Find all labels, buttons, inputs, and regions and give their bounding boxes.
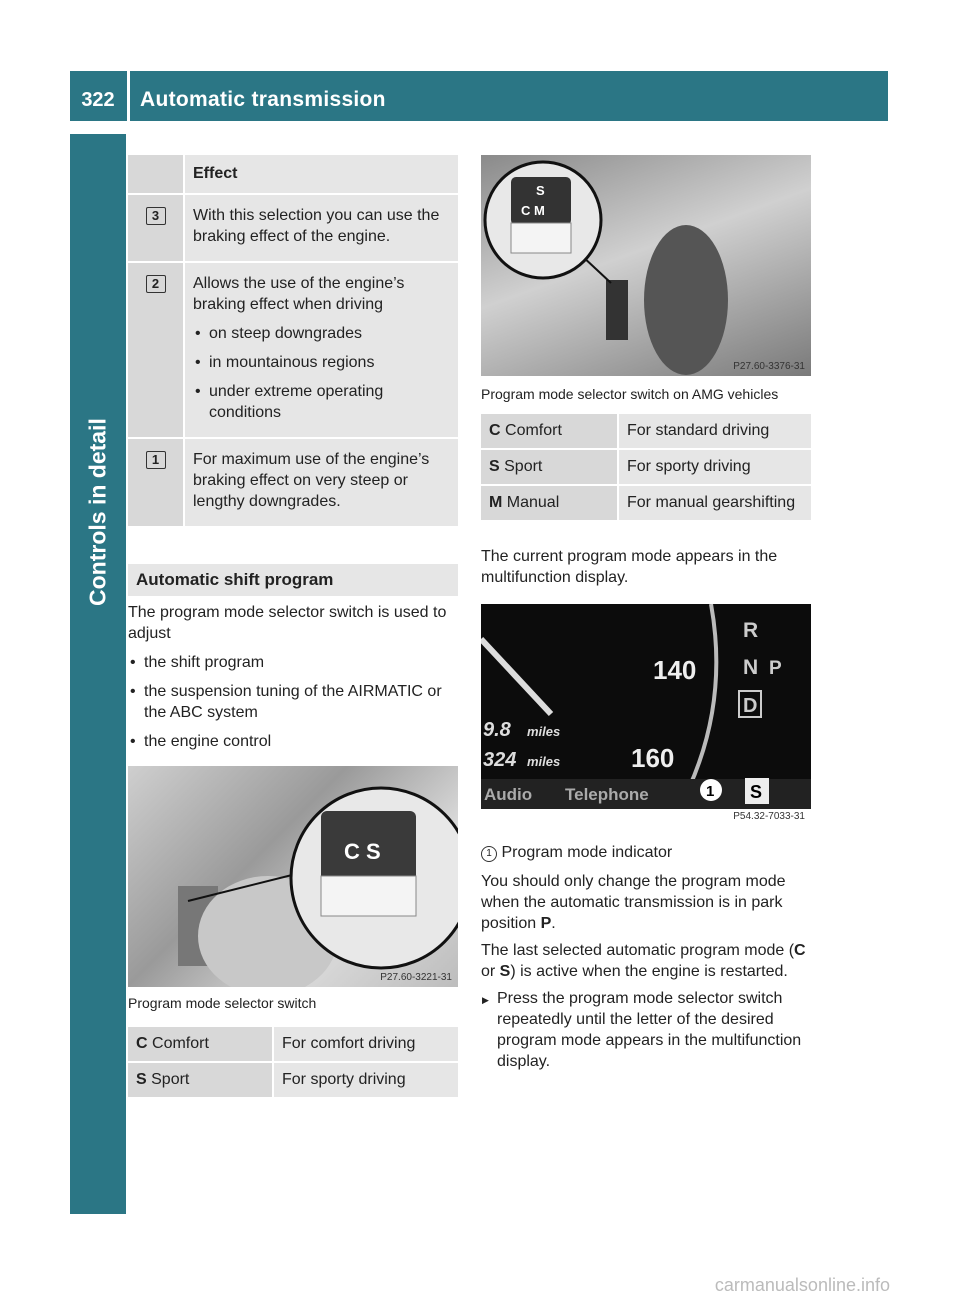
- mode-name: Comfort: [152, 1035, 209, 1052]
- trip-unit-b: miles: [527, 754, 561, 769]
- para-text: or: [481, 963, 500, 980]
- display-intro: The current program mode appears in the multifunction display.: [481, 548, 778, 586]
- photo-ref: P27.60-3376-31: [733, 361, 805, 372]
- mode-desc: For standard driving: [618, 414, 811, 449]
- gear-effect-table: [128, 155, 458, 528]
- gear-key-header: [128, 155, 184, 194]
- mode-desc: For sporty driving: [273, 1062, 458, 1098]
- gear-key-cell: [128, 262, 184, 438]
- effect-text: For maximum use of the engine’s braking effect on very steep or lengthy downgrades.: [193, 451, 430, 510]
- table-row: [481, 485, 811, 521]
- gear-key-cell: [128, 194, 184, 262]
- list-item: • the suspension tuning of the AIRMATIC or the ABC system: [128, 681, 458, 723]
- section-heading: Automatic shift program: [128, 564, 458, 596]
- trip-value-b: 324: [483, 749, 517, 771]
- list-item: • on steep downgrades: [193, 323, 450, 344]
- multifunction-display-photo: [481, 604, 811, 824]
- gear-key-cell: [128, 438, 184, 527]
- switch-bottom-letters: C M: [521, 203, 545, 218]
- mode-letter: S: [489, 458, 500, 475]
- table-row: [128, 262, 458, 438]
- mode-table: [128, 1027, 458, 1099]
- table-row: [128, 1027, 458, 1062]
- table-row: [481, 414, 811, 449]
- photo-ref: P54.32-7033-31: [733, 811, 805, 822]
- mode-letter: C: [136, 1035, 148, 1052]
- photo-caption: Program mode selector switch on AMG vehicles: [481, 386, 779, 402]
- indicator-number: 1: [706, 783, 715, 800]
- para-bold: P: [540, 915, 552, 932]
- asp-intro: The program mode selector switch is used to adjust: [128, 604, 447, 642]
- para-text: You should only change the program mode when the automatic transmission is in park position: [481, 873, 786, 932]
- watermark: carmanualsonline.info: [714, 1275, 890, 1295]
- gear-3-key: 3: [146, 207, 166, 225]
- gear-r: R: [743, 619, 759, 642]
- mode-cell: [481, 414, 618, 449]
- mode-cell: [128, 1027, 273, 1062]
- para-bold: C: [794, 942, 806, 959]
- speed-160: 160: [631, 743, 675, 773]
- effect-bullet-list: [193, 323, 450, 423]
- mode-name: Manual: [506, 494, 560, 511]
- para-restart: [481, 940, 811, 982]
- table-row: [481, 449, 811, 485]
- mode-name: Comfort: [505, 422, 562, 439]
- para-park: [481, 871, 811, 934]
- mode-cell: [128, 1062, 273, 1098]
- mode-desc: For sporty driving: [618, 449, 811, 485]
- list-item: • the shift program: [128, 652, 458, 673]
- gear-n: N: [743, 656, 759, 679]
- table-row: [128, 438, 458, 527]
- instruction-step: ▶ Press the program mode selector switch repeatedly until the letter of the desired program mode appears in the multifunction display.: [481, 988, 811, 1072]
- gear-d: D: [743, 695, 758, 717]
- photo-caption: Program mode selector switch: [128, 995, 317, 1011]
- legend-number: 1: [481, 846, 497, 862]
- effect-cell: [184, 262, 458, 438]
- mode-letter: C: [489, 422, 501, 439]
- para-bold: S: [499, 963, 511, 980]
- list-item: • under extreme operating conditions: [193, 381, 450, 423]
- para-text: .: [551, 915, 556, 932]
- list-item: • the engine control: [128, 731, 458, 752]
- mode-cell: [481, 485, 618, 521]
- legend-text: Program mode indicator: [501, 844, 673, 861]
- amg-selector-photo: [481, 155, 811, 376]
- amg-selector-illustration: [481, 155, 811, 376]
- trip-unit-a: miles: [527, 724, 561, 739]
- effect-text: Allows the use of the engine’s braking effect when driving: [193, 275, 405, 313]
- effect-cell: [184, 438, 458, 527]
- right-column: [481, 155, 811, 1072]
- selector-switch-photo: [128, 766, 458, 987]
- legend: [481, 842, 811, 863]
- mode-letter: S: [136, 1071, 147, 1088]
- gear-p: P: [769, 658, 782, 679]
- trip-value-a: 9.8: [483, 719, 511, 741]
- table-row: [128, 1062, 458, 1098]
- speed-140: 140: [653, 655, 697, 685]
- gear-2-key: 2: [146, 275, 166, 293]
- mode-name: Sport: [504, 458, 543, 475]
- mode-letter: M: [489, 494, 503, 511]
- amg-mode-table: [481, 414, 811, 522]
- selector-switch-illustration: [128, 766, 458, 987]
- gear-1-key: 1: [146, 451, 166, 469]
- page-header: [70, 71, 888, 121]
- mode-desc: For comfort driving: [273, 1027, 458, 1062]
- asp-bullet-list: [128, 652, 458, 752]
- effect-cell: [184, 194, 458, 262]
- mode-cell: [481, 449, 618, 485]
- page-number: 322: [81, 89, 115, 111]
- header-divider: [127, 71, 130, 121]
- multifunction-display-illustration: [481, 604, 811, 824]
- side-tab-label: Controls in detail: [84, 418, 111, 606]
- photo-ref: P27.60-3221-31: [380, 972, 452, 983]
- switch-top-letter: S: [536, 183, 545, 198]
- menu-telephone: Telephone: [565, 785, 649, 804]
- effect-text: With this selection you can use the braking effect of the engine.: [193, 207, 440, 245]
- switch-letters: C S: [344, 839, 381, 864]
- indicator-mode: S: [750, 782, 763, 802]
- para-text: ) is active when the engine is restarted.: [510, 963, 788, 980]
- page-title: Automatic transmission: [140, 88, 386, 111]
- list-item: • in mountainous regions: [193, 352, 450, 373]
- table-row: [128, 194, 458, 262]
- left-column: [128, 155, 458, 1099]
- menu-audio: Audio: [484, 785, 533, 804]
- mode-desc: For manual gearshifting: [618, 485, 811, 521]
- effect-header: Effect: [184, 155, 458, 194]
- mode-name: Sport: [151, 1071, 190, 1088]
- para-text: The last selected automatic program mode (: [481, 942, 795, 959]
